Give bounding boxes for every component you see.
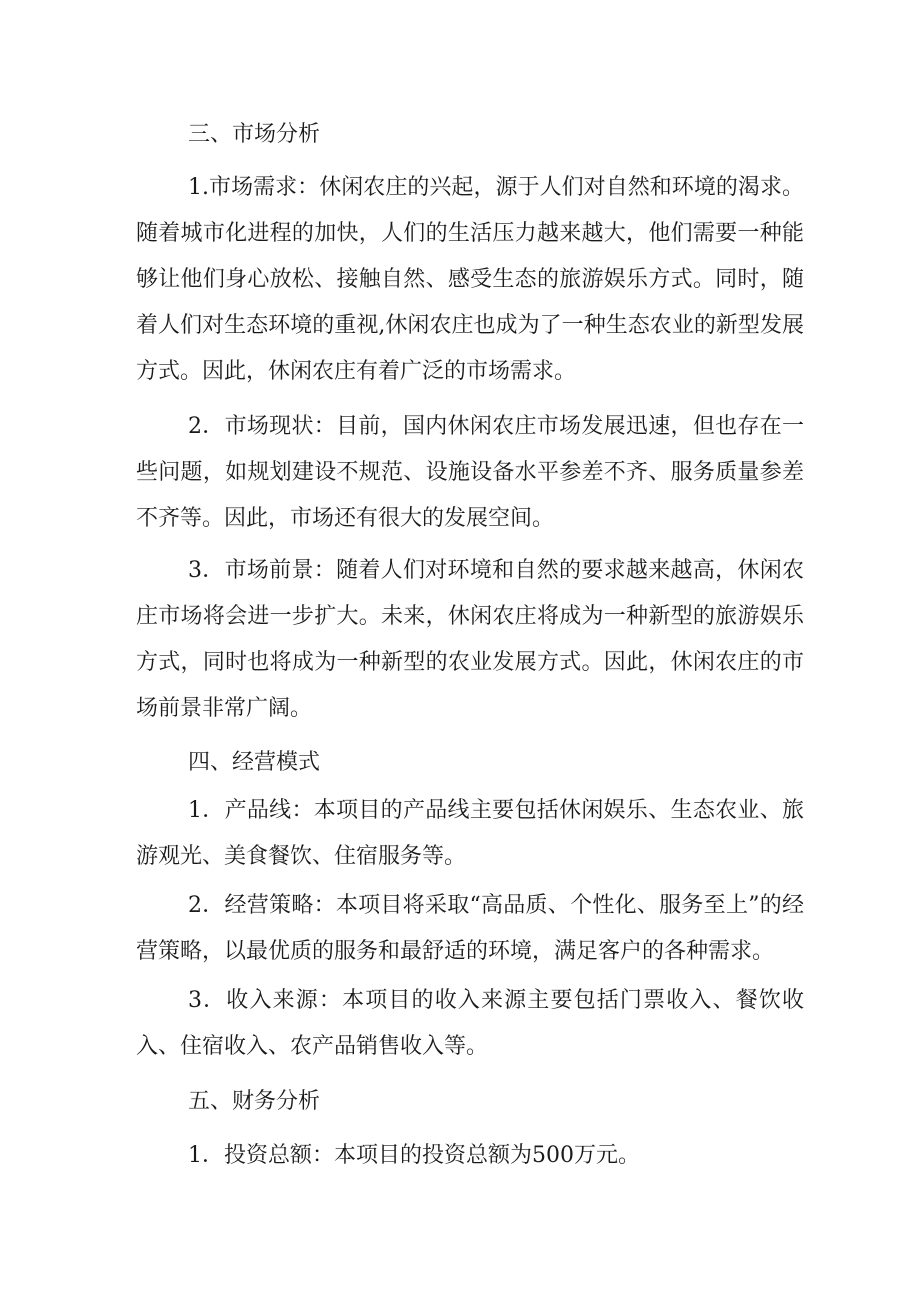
paragraph-total-investment: 1．投资总额：本项目的投资总额为500万元。 — [188, 1143, 640, 1168]
paragraph-revenue-sources: 3．收入来源：本项目的收入来源主要包括门票收入、餐饮收入、住宿收入、农产品销售收入等。 — [136, 988, 804, 1059]
paragraph-product-line: 1．产品线：本项目的产品线主要包括休闲娱乐、生态农业、旅游观光、美食餐饮、住宿服务等。 — [136, 798, 804, 869]
paragraph-market-demand: 1.市场需求：休闲农庄的兴起，源于人们对自然和环境的渴求。随着城市化进程的加快，人们的生活压力越来越大，他们需要一种能够让他们身心放松、接触自然、感受生态的旅游娱乐方式。同时，随着人们对生态环境的重视,休闲农庄也成为了一种生态农业的新型发展方式。因此，休闲农庄有着广泛的市场需求。 — [136, 175, 804, 384]
paragraph-market-status: 2．市场现状：目前，国内休闲农庄市场发展迅速，但也存在一些问题，如规划建设不规范、设施设备水平参差不齐、服务质量参差不齐等。因此，市场还有很大的发展空间。 — [136, 414, 804, 531]
paragraph-business-strategy: 2．经营策略：本项目将采取“高品质、个性化、服务至上”的经营策略，以最优质的服务和最舒适的环境，满足客户的各种需求。 — [136, 893, 804, 964]
section-heading-market-analysis: 三、市场分析 — [188, 122, 321, 147]
paragraph-market-outlook: 3．市场前景：随着人们对环境和自然的要求越来越高，休闲农庄市场将会进一步扩大。未来，休闲农庄将成为一种新型的旅游娱乐方式，同时也将成为一种新型的农业发展方式。因此，休闲农庄的市场前景非常广阔。 — [136, 558, 804, 721]
section-heading-financial-analysis: 五、财务分析 — [188, 1089, 321, 1114]
section-heading-business-model: 四、经营模式 — [188, 750, 321, 775]
